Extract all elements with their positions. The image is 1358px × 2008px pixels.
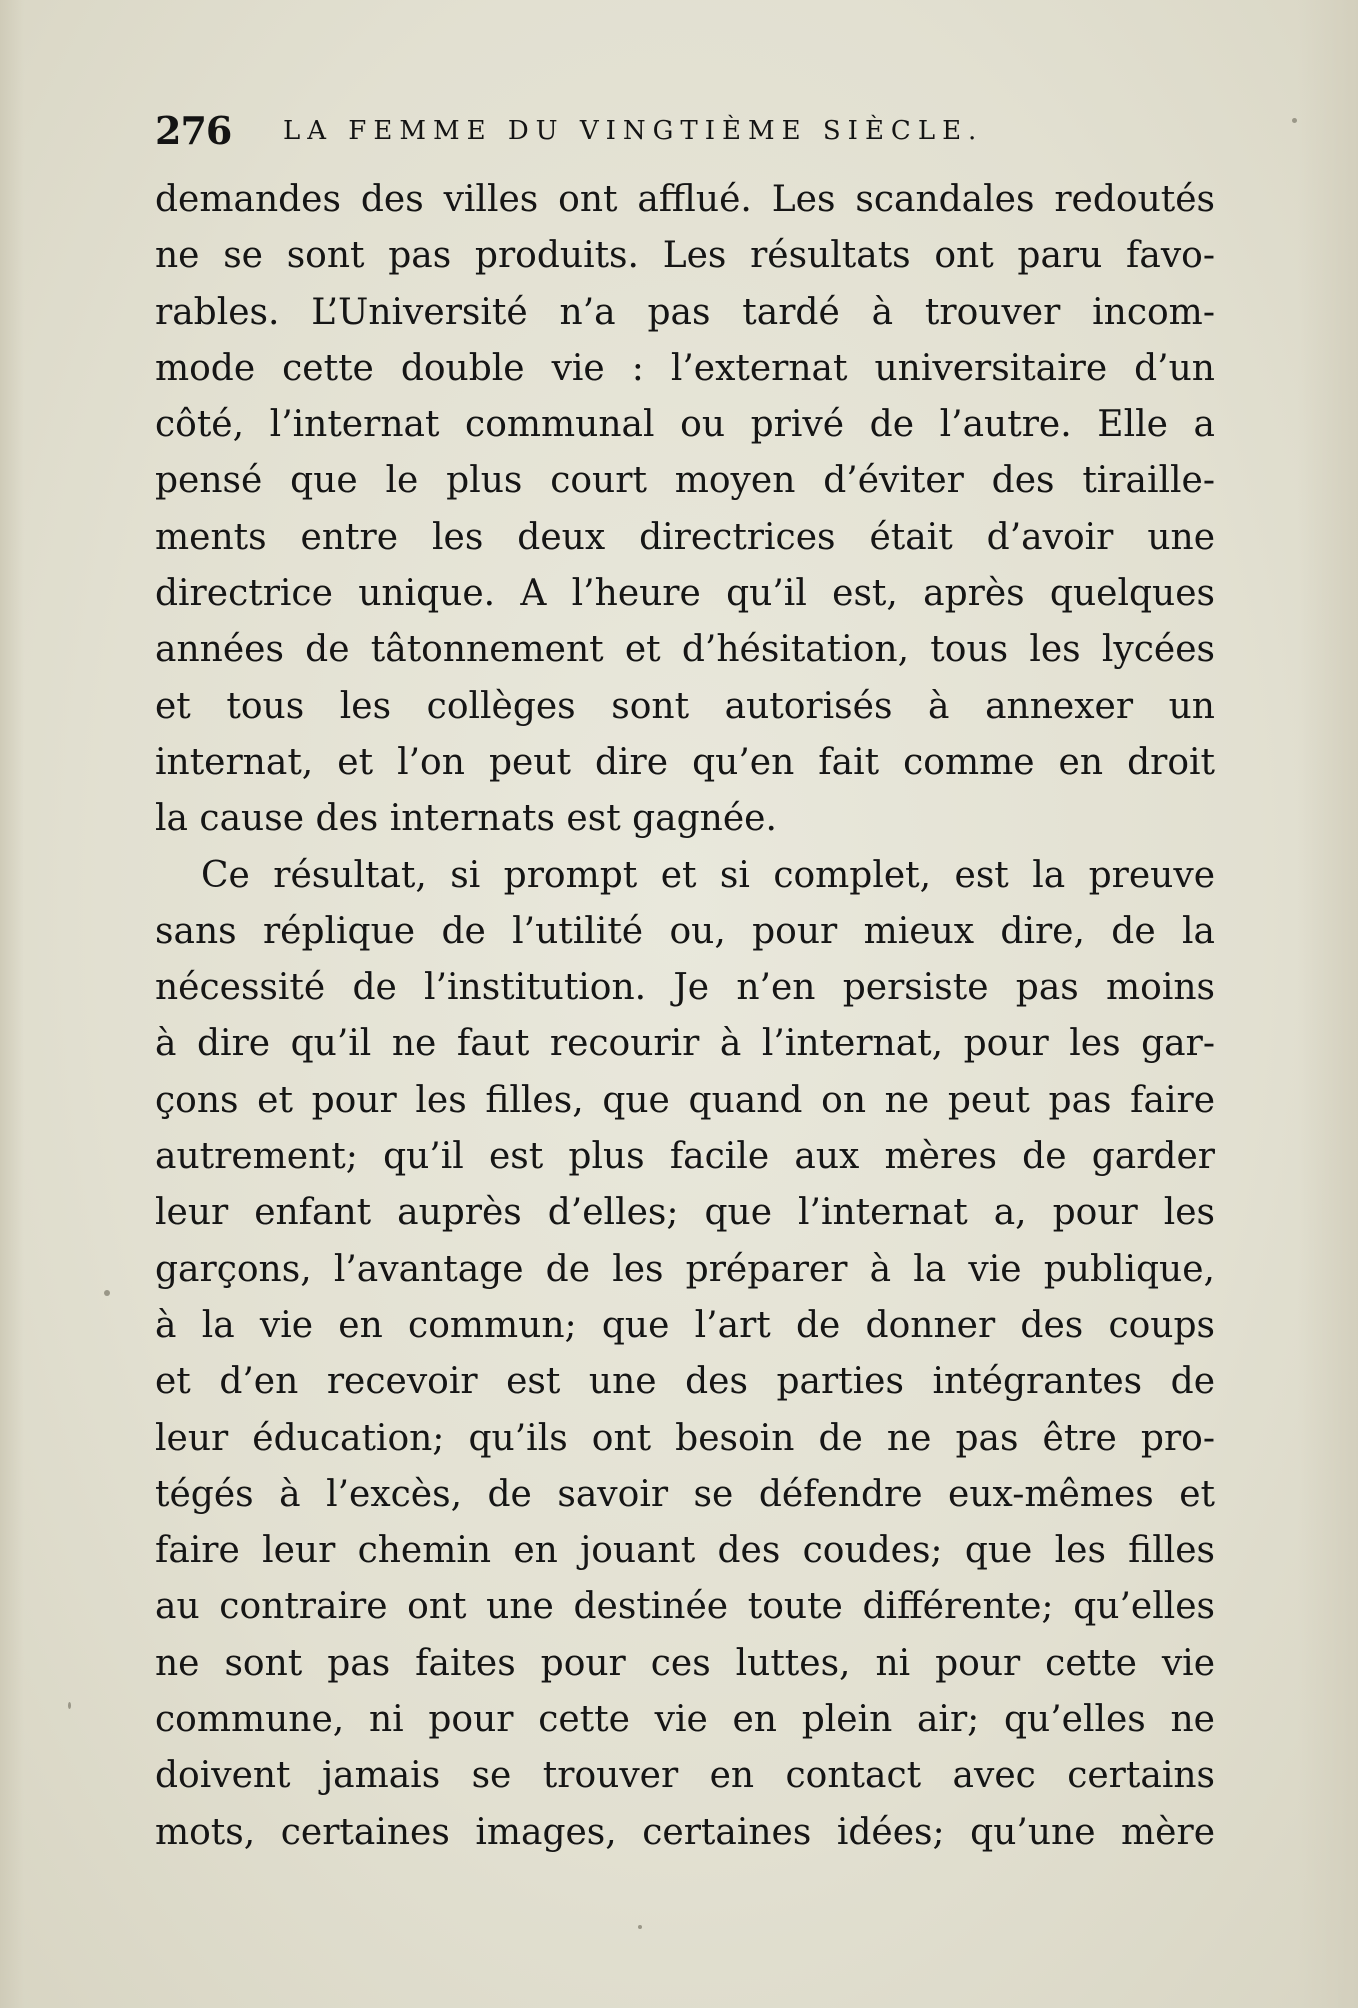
text-line: et tous les collèges sont autorisés à annexer un <box>155 685 1215 727</box>
paper-speck <box>1292 118 1297 123</box>
text-line: tégés à l’excès, de savoir se défendre eux-mêmes et <box>155 1473 1215 1515</box>
text-line: çons et pour les filles, que quand on ne peut pas faire <box>155 1079 1215 1121</box>
text-line: côté, l’internat communal ou privé de l’autre. Elle a <box>155 404 1215 446</box>
paragraph-1 <box>155 172 1215 848</box>
scan-edge-shadow-right <box>1298 0 1358 2008</box>
text-line: faire leur chemin en jouant des coudes; que les filles <box>155 1530 1215 1572</box>
text-line: années de tâtonnement et d’hésitation, tous les lycées <box>155 629 1215 671</box>
text-line: nécessité de l’institution. Je n’en persiste pas moins <box>155 967 1215 1009</box>
paper-speck <box>638 1925 642 1929</box>
text-line: demandes des villes ont afflué. Les scandales redoutés <box>155 179 1215 220</box>
text-line: pensé que le plus court moyen d’éviter des tiraille- <box>155 460 1215 502</box>
text-line: commune, ni pour cette vie en plein air; qu’elles ne <box>155 1699 1215 1741</box>
body-text <box>155 172 1215 1861</box>
text-line: à la vie en commun; que l’art de donner des coups <box>155 1304 1215 1346</box>
text-line: sans réplique de l’utilité ou, pour mieux dire, de la <box>155 910 1215 952</box>
text-line: directrice unique. A l’heure qu’il est, après quelques <box>155 573 1215 615</box>
text-line: leur enfant auprès d’elles; que l’internat a, pour les <box>155 1192 1215 1234</box>
paper-speck <box>104 1290 110 1296</box>
text-line: ments entre les deux directrices était d’avoir une <box>155 516 1215 558</box>
text-line: ne se sont pas produits. Les résultats ont paru favo- <box>155 235 1215 277</box>
text-line: au contraire ont une destinée toute différente; qu’elles <box>155 1586 1215 1628</box>
text-line: Ce résultat, si prompt et si complet, est la preuve <box>201 854 1215 896</box>
paragraph-2 <box>155 848 1215 1861</box>
text-line: leur éducation; qu’ils ont besoin de ne pas être pro- <box>155 1417 1215 1459</box>
scan-edge-shadow-left <box>0 0 24 2008</box>
text-line: doivent jamais se trouver en contact avec certains <box>155 1755 1215 1797</box>
text-line: ne sont pas faites pour ces luttes, ni pour cette vie <box>155 1642 1215 1684</box>
text-line: à dire qu’il ne faut recourir à l’internat, pour les gar- <box>155 1023 1215 1065</box>
page-number: 276 <box>155 108 232 153</box>
text-line: garçons, l’avantage de les préparer à la vie publique, <box>155 1248 1215 1290</box>
text-line: la cause des internats est gagnée. <box>155 798 777 840</box>
text-line: mode cette double vie : l’externat universitaire d’un <box>155 347 1215 389</box>
paper-speck <box>68 1702 71 1709</box>
text-line: rables. L’Université n’a pas tardé à trouver incom- <box>155 291 1215 333</box>
text-line: autrement; qu’il est plus facile aux mères de garder <box>155 1136 1215 1178</box>
running-head <box>155 108 1215 168</box>
text-line: et d’en recevoir est une des parties intégrantes de <box>155 1361 1215 1403</box>
text-line: internat, et l’on peut dire qu’en fait comme en droit <box>155 741 1215 783</box>
text-line: mots, certaines images, certaines idées; qu’une mère <box>155 1811 1215 1853</box>
running-title: LA FEMME DU VINGTIÈME SIÈCLE. <box>283 116 984 146</box>
